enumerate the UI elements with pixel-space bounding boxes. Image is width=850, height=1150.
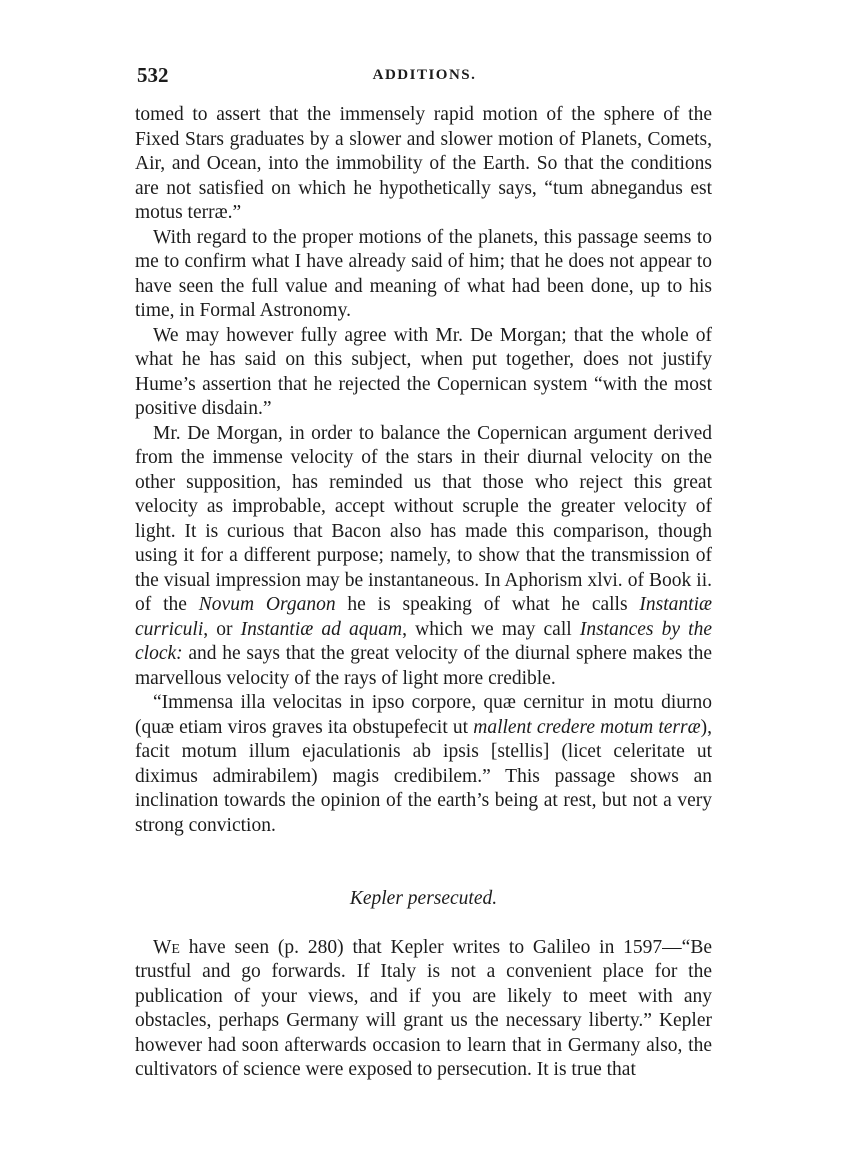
page-number: 532	[137, 63, 169, 87]
text-run: Mr. De Morgan, in order to balance the Copernican argument derived from the immense velocity of the stars in their diurnal velocity on the other supposition, has reminded us that those who reject this great velocity as improbable, accept without scruple the greater velocity of light. It is curious that Bacon also has made this comparison, though using it for a different purpose; namely, to show that the transmission of the visual impression may be instantaneous. In Aphorism xlvi. of Book ii. of the	[135, 422, 712, 615]
text-run: have seen (p. 280) that Kepler writes to Galileo in 1597—“Be trustful and go forwards. If Italy is not a convenient place for the publication of your views, and if you are likely to meet with any obstacles, perhaps Germany will grant us the necessary liberty.” Kepler however had soon afterwards occasion to learn that in Germany also, the cultivators of science were exposed to persecution. It is true that	[135, 936, 712, 1080]
section-heading: Kepler persecuted.	[349, 888, 498, 909]
body-text	[135, 103, 712, 1083]
paragraph-de-morgan-agreement: We may however fully agree with Mr. De Morgan; that the whole of what he has said on this subject, when put together, does not justify Hume’s assertion that he rejected the Copernican system “with the most positive disdain.”	[135, 324, 712, 419]
text-run: and he says that the great velocity of the diurnal sphere makes the marvellous velocity of the rays of light more credible.	[135, 643, 712, 689]
italic-term: Instances by the clock:	[135, 618, 712, 664]
italic-term: Instantiæ ad aquam	[240, 618, 403, 640]
paragraph-proper-motions: With regard to the proper motions of the planets, this passage seems to me to confirm what I have already said of him; that he does not appear to have seen the full value and meaning of what had been done, up to his time, in Formal Astronomy.	[135, 226, 712, 321]
small-caps-rest: e	[171, 936, 180, 958]
paragraph-latin-quotation	[135, 691, 712, 838]
text-run: ), facit motum illum ejaculationis ab ipsis [stellis] (licet celeritate ut diximus admirabilem) magis credibilem.” This passage shows an inclination towards the opinion of the earth’s being at rest, but not a very strong conviction.	[135, 716, 712, 836]
text-run: he is speaking of what he calls	[335, 594, 640, 615]
paragraph-kepler	[135, 936, 712, 1083]
drop-initial: W	[153, 936, 172, 958]
italic-term: Instantiæ curriculi	[135, 594, 712, 640]
running-head	[137, 62, 712, 88]
italic-title-novum-organon: Novum Organon	[198, 594, 336, 615]
text-run: , or	[203, 618, 241, 640]
paragraph-velocity-of-light	[135, 422, 712, 692]
italic-latin-phrase: mallent credere motum terræ	[473, 716, 701, 738]
text-run: , which we may call	[402, 618, 580, 640]
text-run: “Immensa illa velocitas in ipso corpore, quæ cernitur in motu diurno (quæ etiam viros graves ita obstupefecit ut	[135, 692, 712, 738]
paragraph-continued: tomed to assert that the immensely rapid motion of the sphere of the Fixed Stars graduates by a slower and slower motion of Planets, Comets, Air, and Ocean, into the immobility of the Earth. So that the conditions are not satisfied on which he hypothetically says, “tum abnegandus est motus terræ.”	[135, 104, 712, 223]
running-title: ADDITIONS.	[372, 67, 477, 83]
